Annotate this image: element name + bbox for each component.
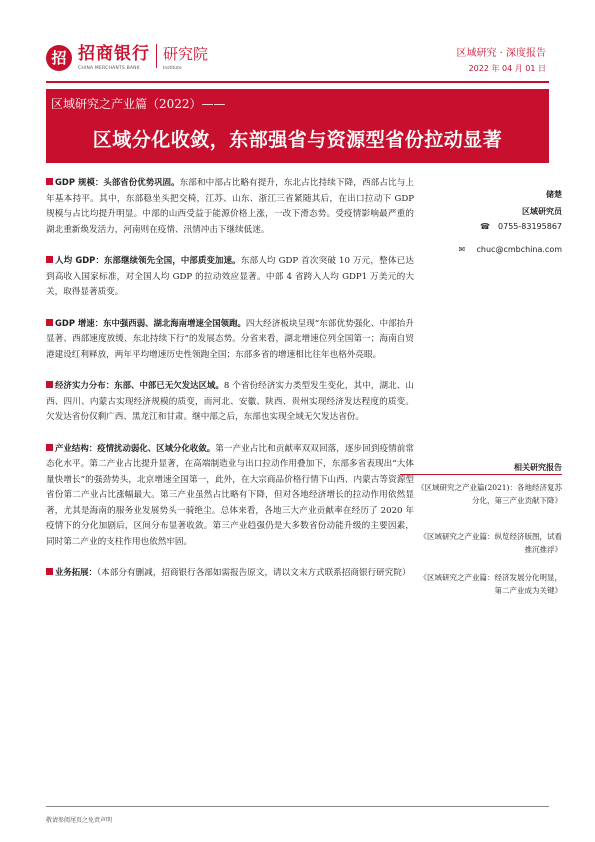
bullet-square-icon bbox=[46, 444, 53, 451]
brand-name-en: CHINA MERCHANTS BANK bbox=[78, 66, 140, 71]
logo-divider bbox=[156, 44, 157, 68]
institute-name: 研究院 bbox=[163, 45, 209, 63]
analyst-title: 区域研究员 bbox=[522, 206, 562, 216]
summary-paragraph bbox=[46, 175, 414, 238]
paragraph-text: 东部和中部占比略有提升，东北占比持续下降，西部占比与上年基本持平。其中，东部稳坐头把交椅，江苏、山东、浙江三省紧随其后，在出口拉动下 GDP 规模与占比均提升明显。中部的山西受益于能源价格上涨，一改下滑态势。受疫情影响最严重的湖北重新焕发活力，河南则在疫情、汛情冲击下继续低迷。 bbox=[46, 178, 414, 235]
paragraph-heading: GDP 规模：头部省份优势巩固。 bbox=[55, 177, 180, 187]
phone-icon: ☎ bbox=[480, 222, 490, 231]
paragraph-heading: 人均 GDP：东部继续领先全国，中部质变加速。 bbox=[55, 255, 241, 265]
report-date: 2022 年 04 月 01 日 bbox=[468, 64, 546, 73]
bullet-square-icon bbox=[46, 319, 53, 326]
brand-logo bbox=[46, 44, 208, 80]
related-reports-heading: 相关研究报告 bbox=[514, 462, 562, 472]
bullet-square-icon bbox=[46, 256, 53, 263]
related-report-item[interactable]: 《区域研究之产业篇：纵览经济版图，试看推沉推浮》 bbox=[419, 532, 562, 554]
summary-paragraph bbox=[46, 378, 414, 426]
paragraph-text: 东部人均 GDP 首次突破 10 万元，整体已达到高收入国家标准，对全国人均 GDP 的拉动效应显著。中部 4 省跨入人均 GDP1 万美元的大关，取得显著质变。 bbox=[46, 256, 414, 297]
analyst-email[interactable] bbox=[400, 245, 562, 254]
phone-number: 0755-83195867 bbox=[498, 222, 562, 231]
analyst-phone bbox=[400, 222, 562, 231]
bullet-square-icon bbox=[46, 568, 53, 575]
paragraph-heading: 业务拓展： bbox=[55, 567, 97, 577]
email-address[interactable]: chuc@cmbchina.com bbox=[476, 245, 562, 254]
summary-paragraph bbox=[46, 316, 414, 364]
paragraph-text: 8 个省份经济实力类型发生变化，其中，湖北、山西、四川、内蒙古实现经济规模的质变，而河北、安徽、陕西、贵州实现经济发达程度的质变。欠发达省份仅剩广西、黑龙江和甘肃。继中部之后，东部也实现全域无欠发达省份。 bbox=[46, 381, 415, 422]
summary-body bbox=[46, 175, 414, 597]
related-report-item[interactable]: 《区域研究之产业篇(2021)：各地经济复苏分化，第三产业贡献下降》 bbox=[417, 483, 562, 505]
report-title: 区域分化收敛，东部强省与资源型省份拉动显著 bbox=[92, 129, 503, 151]
header-divider bbox=[46, 81, 549, 83]
title-banner bbox=[46, 89, 549, 163]
summary-paragraph bbox=[46, 441, 414, 551]
paragraph-text: 第一产业占比和贡献率双双回落，逐步回到疫情前常态化水平。第二产业占比提升显著，在高端制造业与出口拉动作用叠加下，东部多省表现出“大体量快增长”的强劲势头，北京增速全国第一，此外，在大宗商品价格行情下山西、内蒙古等资源型省份第二产业占比涨幅最大。第三产业虽然占比略有下降，但对各地经济增长的拉动作用依然显著，尤其是海南的服务业发展势头一骑绝尘。总体来看，各地三大产业贡献率在经历了 2020 年疫情下的分化加剧后，区间分布显著收敛。第三产业趋强仍是大多数省份动能升级的主要因素，同时第二产业的支柱作用也依然牢固。 bbox=[46, 443, 414, 547]
email-icon: ✉ bbox=[458, 245, 466, 254]
bullet-square-icon bbox=[46, 381, 53, 388]
summary-paragraph bbox=[46, 253, 414, 301]
report-type: 区域研究 · 深度报告 bbox=[456, 48, 546, 59]
bullet-square-icon bbox=[46, 178, 53, 185]
related-divider bbox=[400, 474, 562, 475]
paragraph-heading: 经济实力分布：东部、中部已无欠发达区域。 bbox=[55, 380, 224, 390]
disclaimer-note: 敬请参阅尾页之免责声明 bbox=[46, 817, 113, 824]
series-label: 区域研究之产业篇（2022）—— bbox=[51, 97, 226, 111]
footer-divider bbox=[46, 806, 549, 807]
paragraph-heading: 产业结构：疫情扰动弱化、区域分化收敛。 bbox=[55, 442, 216, 453]
institute-name-en: Institute bbox=[163, 66, 182, 71]
analyst-name: 储楚 bbox=[546, 189, 562, 199]
bank-logo-icon: 招 bbox=[46, 45, 72, 71]
summary-paragraph bbox=[46, 565, 414, 582]
paragraph-text: 四大经济板块呈现“东部优势强化、中部抬升显著、西部速度放缓、东北持续下行”的发展态势。分省来看，湖北增速位列全国第一；海南自贸港建设红利释放，两年平均增速历史性领跑全国；东部多省的增速相比往年也格外亮眼。 bbox=[46, 318, 414, 360]
paragraph-text: （本部分有删减，招商银行各部如需报告原文，请以文末方式联系招商银行研究院） bbox=[96, 568, 411, 578]
brand-name: 招商银行 bbox=[78, 44, 150, 64]
related-report-item[interactable]: 《区域研究之产业篇：经济发展分化明显，第二产业成为关键》 bbox=[419, 573, 562, 595]
paragraph-heading: GDP 增速：东中强西弱、湖北海南增速全国领跑。 bbox=[55, 317, 246, 328]
